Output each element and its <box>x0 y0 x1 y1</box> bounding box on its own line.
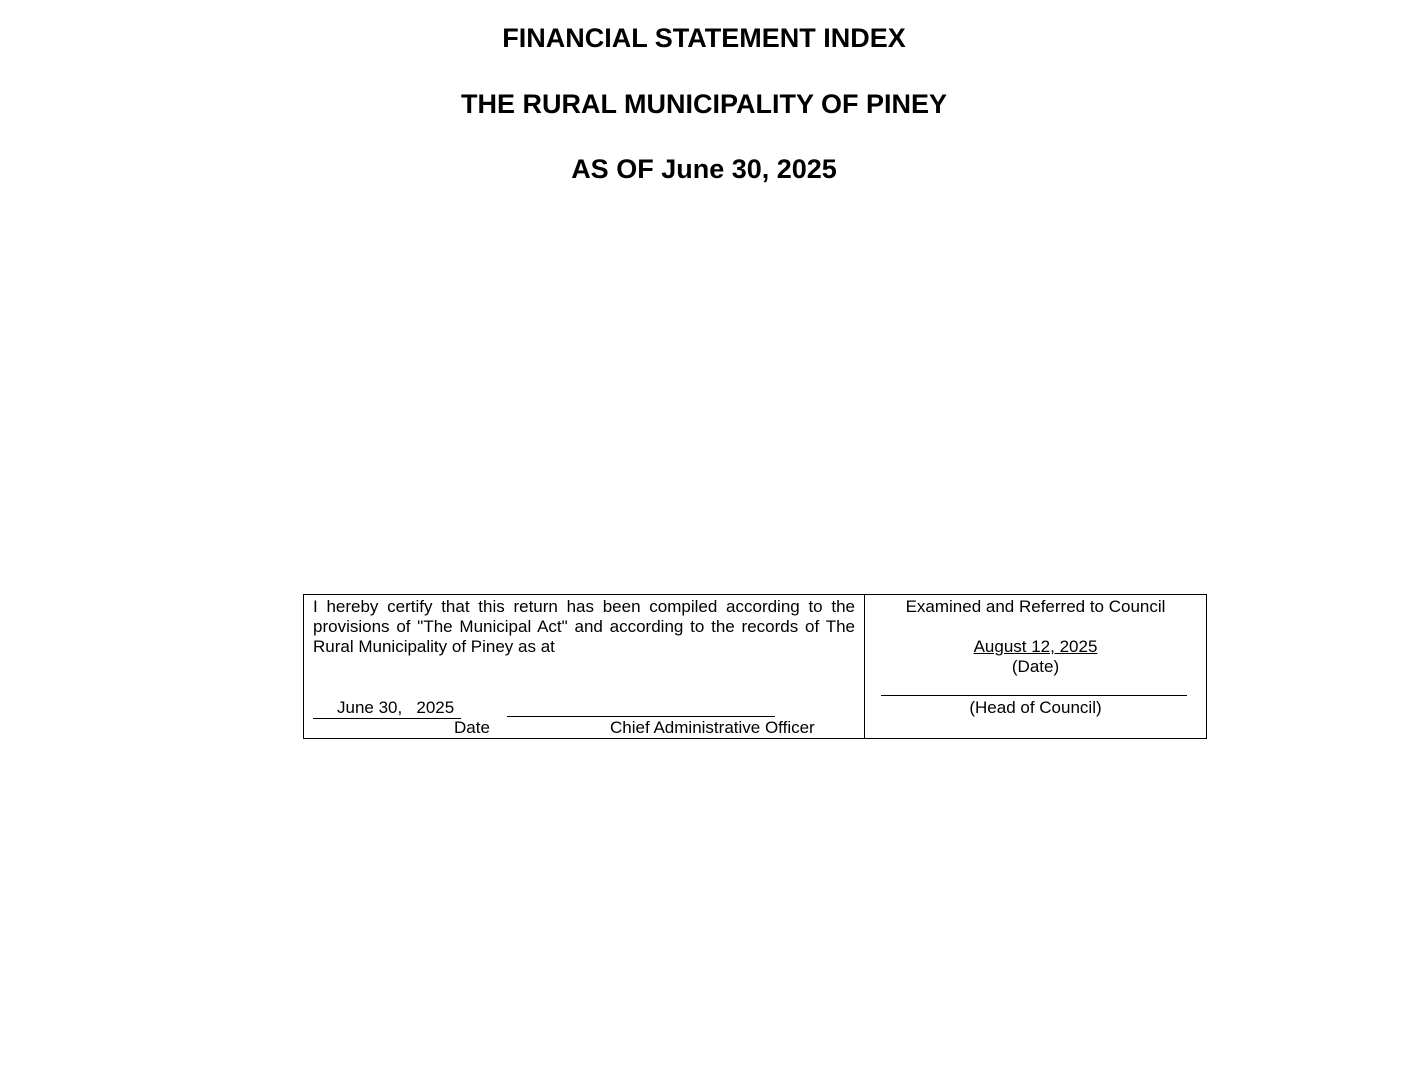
municipality-name: THE RURAL MUNICIPALITY OF PINEY <box>460 89 948 119</box>
council-section <box>865 595 1206 738</box>
certification-section <box>304 595 865 738</box>
certification-date-field: June 30, 2025 <box>313 698 461 719</box>
certification-date-label: Date <box>454 718 490 737</box>
cao-label: Chief Administrative Officer <box>610 718 815 737</box>
council-date <box>865 637 1206 657</box>
council-date-label: (Date) <box>1011 657 1060 676</box>
document-title: FINANCIAL STATEMENT INDEX <box>502 23 906 53</box>
council-date-value: August 12, 2025 <box>973 637 1098 656</box>
examined-label: Examined and Referred to Council <box>905 597 1166 616</box>
head-of-council-signature-line <box>881 695 1187 696</box>
certification-statement: I hereby certify that this return has been compiled according to the provisions of "The Municipal Act" and according to the records of The Rural Municipality of Piney as at <box>313 597 855 656</box>
as-of-date: AS OF June 30, 2025 <box>571 154 837 184</box>
cao-signature-line <box>507 716 775 717</box>
certification-box <box>303 594 1207 739</box>
head-of-council-label: (Head of Council) <box>969 698 1102 717</box>
